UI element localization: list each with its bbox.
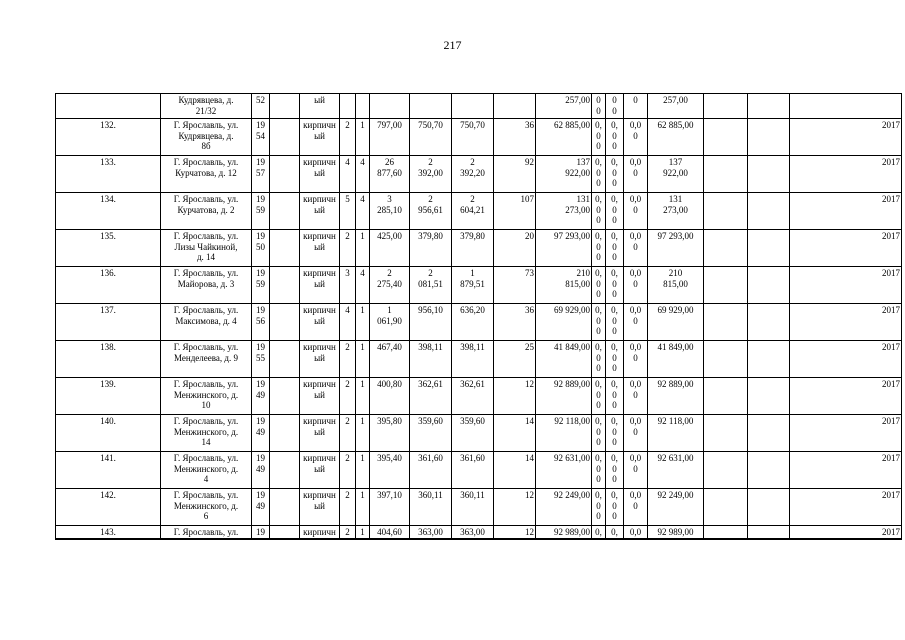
funding-cell: 0,0 0 (624, 267, 648, 304)
empty-cell (270, 489, 300, 526)
private-area-cell: 398,11 (452, 341, 494, 378)
table-row (56, 193, 902, 230)
empty-cell (270, 119, 300, 156)
wall-material-cell: ый (300, 94, 340, 119)
empty-cell (704, 378, 748, 415)
empty-cell (748, 94, 790, 119)
cost-cell: 131 273,00 (536, 193, 592, 230)
own-funds-cell: 210 815,00 (648, 267, 704, 304)
entrances-cell: 1 (356, 230, 370, 267)
funding-cell: 0, 0 0 (606, 193, 624, 230)
total-area-cell (370, 94, 410, 119)
funding-cell: 0,0 0 (624, 489, 648, 526)
cost-cell: 257,00 (536, 94, 592, 119)
completion-year-cell: 2017 (790, 119, 902, 156)
empty-cell (704, 415, 748, 452)
year-built-cell: 19 55 (252, 341, 270, 378)
funding-cell: 0, (592, 526, 606, 539)
floors-cell: 2 (340, 341, 356, 378)
cost-cell: 92 249,00 (536, 489, 592, 526)
residential-area-cell: 359,60 (410, 415, 452, 452)
cost-cell: 137 922,00 (536, 156, 592, 193)
wall-material-cell: кирпичн ый (300, 156, 340, 193)
residential-area-cell: 362,61 (410, 378, 452, 415)
residents-count-cell: 14 (494, 415, 536, 452)
table-row (56, 304, 902, 341)
address-cell: Г. Ярославль, ул. Курчатова, д. 12 (161, 156, 252, 193)
wall-material-cell: кирпичн ый (300, 267, 340, 304)
row-number: 140. (56, 415, 161, 452)
row-number: 136. (56, 267, 161, 304)
total-area-cell: 404,60 (370, 526, 410, 539)
housing-registry-table (55, 93, 902, 540)
page-number: 217 (443, 38, 462, 52)
cost-cell: 92 631,00 (536, 452, 592, 489)
completion-year-cell: 2017 (790, 341, 902, 378)
residents-count-cell: 36 (494, 119, 536, 156)
private-area-cell: 363,00 (452, 526, 494, 539)
row-number: 133. (56, 156, 161, 193)
total-area-cell: 395,40 (370, 452, 410, 489)
floors-cell: 4 (340, 156, 356, 193)
completion-year-cell: 2017 (790, 193, 902, 230)
year-built-cell: 19 56 (252, 304, 270, 341)
empty-cell (704, 230, 748, 267)
total-area-cell: 26 877,60 (370, 156, 410, 193)
funding-cell: 0, 0 0 (592, 193, 606, 230)
floors-cell: 2 (340, 119, 356, 156)
cost-cell: 41 849,00 (536, 341, 592, 378)
empty-cell (748, 452, 790, 489)
entrances-cell: 1 (356, 378, 370, 415)
residents-count-cell: 12 (494, 378, 536, 415)
row-number: 134. (56, 193, 161, 230)
private-area-cell: 636,20 (452, 304, 494, 341)
address-cell: Г. Ярославль, ул. Кудрявцева, д. 8б (161, 119, 252, 156)
funding-cell: 0,0 0 (624, 304, 648, 341)
funding-cell: 0, (606, 526, 624, 539)
residential-area-cell: 2 392,00 (410, 156, 452, 193)
entrances-cell: 4 (356, 156, 370, 193)
entrances-cell: 1 (356, 489, 370, 526)
funding-cell: 0, 0 0 (592, 156, 606, 193)
table-row (56, 526, 902, 539)
wall-material-cell: кирпичн (300, 526, 340, 539)
empty-cell (270, 378, 300, 415)
year-built-cell: 19 49 (252, 452, 270, 489)
floors-cell: 2 (340, 415, 356, 452)
funding-cell: 0,0 0 (624, 452, 648, 489)
funding-cell: 0,0 0 (624, 378, 648, 415)
wall-material-cell: кирпичн ый (300, 489, 340, 526)
row-number: 135. (56, 230, 161, 267)
empty-cell (704, 156, 748, 193)
own-funds-cell: 97 293,00 (648, 230, 704, 267)
address-cell: Кудрявцева, д. 21/32 (161, 94, 252, 119)
empty-cell (704, 119, 748, 156)
empty-cell (270, 230, 300, 267)
entrances-cell: 4 (356, 193, 370, 230)
empty-cell (704, 94, 748, 119)
wall-material-cell: кирпичн ый (300, 452, 340, 489)
empty-cell (748, 304, 790, 341)
address-cell: Г. Ярославль, ул. Менжинского, д. 14 (161, 415, 252, 452)
floors-cell: 3 (340, 267, 356, 304)
completion-year-cell: 2017 (790, 489, 902, 526)
funding-cell: 0,0 0 (624, 119, 648, 156)
empty-cell (704, 489, 748, 526)
funding-cell: 0, 0 0 (592, 489, 606, 526)
own-funds-cell: 41 849,00 (648, 341, 704, 378)
wall-material-cell: кирпичн ый (300, 304, 340, 341)
empty-cell (748, 341, 790, 378)
row-number: 142. (56, 489, 161, 526)
year-built-cell: 19 57 (252, 156, 270, 193)
year-built-cell: 52 (252, 94, 270, 119)
private-area-cell: 361,60 (452, 452, 494, 489)
year-built-cell: 19 49 (252, 415, 270, 452)
own-funds-cell: 137 922,00 (648, 156, 704, 193)
empty-cell (270, 415, 300, 452)
empty-cell (748, 378, 790, 415)
year-built-cell: 19 59 (252, 267, 270, 304)
table-row (56, 378, 902, 415)
empty-cell (704, 526, 748, 539)
wall-material-cell: кирпичн ый (300, 193, 340, 230)
floors-cell: 2 (340, 452, 356, 489)
row-number: 138. (56, 341, 161, 378)
completion-year-cell (790, 94, 902, 119)
empty-cell (270, 452, 300, 489)
funding-cell: 0, 0 0 (606, 452, 624, 489)
table-row (56, 415, 902, 452)
empty-cell (748, 526, 790, 539)
address-cell: Г. Ярославль, ул. Менжинского, д. 6 (161, 489, 252, 526)
entrances-cell: 4 (356, 267, 370, 304)
completion-year-cell: 2017 (790, 230, 902, 267)
total-area-cell: 397,10 (370, 489, 410, 526)
cost-cell: 97 293,00 (536, 230, 592, 267)
total-area-cell: 467,40 (370, 341, 410, 378)
wall-material-cell: кирпичн ый (300, 378, 340, 415)
row-number: 132. (56, 119, 161, 156)
funding-cell: 0, 0 0 (606, 378, 624, 415)
funding-cell: 0,0 0 (624, 230, 648, 267)
funding-cell: 0,0 0 (624, 193, 648, 230)
completion-year-cell: 2017 (790, 267, 902, 304)
cost-cell: 210 815,00 (536, 267, 592, 304)
completion-year-cell: 2017 (790, 378, 902, 415)
floors-cell: 2 (340, 378, 356, 415)
funding-cell: 0,0 0 (624, 341, 648, 378)
residents-count-cell: 36 (494, 304, 536, 341)
own-funds-cell: 92 631,00 (648, 452, 704, 489)
address-cell: Г. Ярославль, ул. (161, 526, 252, 539)
completion-year-cell: 2017 (790, 304, 902, 341)
table-row (56, 489, 902, 526)
residential-area-cell: 750,70 (410, 119, 452, 156)
residential-area-cell: 956,10 (410, 304, 452, 341)
residents-count-cell: 92 (494, 156, 536, 193)
address-cell: Г. Ярославль, ул. Майорова, д. 3 (161, 267, 252, 304)
table-row (56, 452, 902, 489)
total-area-cell: 1 061,90 (370, 304, 410, 341)
wall-material-cell: кирпичн ый (300, 415, 340, 452)
empty-cell (704, 452, 748, 489)
cost-cell: 92 118,00 (536, 415, 592, 452)
table-row (56, 267, 902, 304)
residential-area-cell: 363,00 (410, 526, 452, 539)
wall-material-cell: кирпичн ый (300, 119, 340, 156)
entrances-cell (356, 94, 370, 119)
floors-cell: 2 (340, 489, 356, 526)
empty-cell (704, 267, 748, 304)
total-area-cell: 400,80 (370, 378, 410, 415)
funding-cell: 0, 0 0 (592, 304, 606, 341)
empty-cell (270, 193, 300, 230)
table-row (56, 341, 902, 378)
funding-cell: 0, 0 0 (606, 119, 624, 156)
empty-cell (270, 341, 300, 378)
address-cell: Г. Ярославль, ул. Лизы Чайкиной, д. 14 (161, 230, 252, 267)
cost-cell: 92 989,00 (536, 526, 592, 539)
funding-cell: 0, 0 0 (606, 230, 624, 267)
row-number: 143. (56, 526, 161, 539)
empty-cell (270, 304, 300, 341)
empty-cell (704, 193, 748, 230)
residential-area-cell: 361,60 (410, 452, 452, 489)
row-number: 141. (56, 452, 161, 489)
year-built-cell: 19 (252, 526, 270, 539)
funding-cell: 0,0 0 (624, 156, 648, 193)
empty-cell (704, 304, 748, 341)
private-area-cell: 1 879,51 (452, 267, 494, 304)
funding-cell: 0, 0 0 (592, 341, 606, 378)
address-cell: Г. Ярославль, ул. Менделеева, д. 9 (161, 341, 252, 378)
total-area-cell: 797,00 (370, 119, 410, 156)
funding-cell: 0, 0 0 (606, 267, 624, 304)
funding-cell: 0, 0 0 (592, 452, 606, 489)
funding-cell: 0, 0 0 (592, 267, 606, 304)
funding-cell: 0,0 0 (624, 415, 648, 452)
empty-cell (270, 267, 300, 304)
residential-area-cell: 2 956,61 (410, 193, 452, 230)
funding-cell: 0, 0 0 (606, 415, 624, 452)
empty-cell (270, 156, 300, 193)
entrances-cell: 1 (356, 526, 370, 539)
residential-area-cell: 2 081,51 (410, 267, 452, 304)
private-area-cell (452, 94, 494, 119)
completion-year-cell: 2017 (790, 156, 902, 193)
wall-material-cell: кирпичн ый (300, 341, 340, 378)
completion-year-cell: 2017 (790, 415, 902, 452)
funding-cell: 0, 0 0 (592, 378, 606, 415)
entrances-cell: 1 (356, 304, 370, 341)
own-funds-cell: 69 929,00 (648, 304, 704, 341)
residents-count-cell: 107 (494, 193, 536, 230)
private-area-cell: 750,70 (452, 119, 494, 156)
funding-cell: 0 0 (592, 94, 606, 119)
funding-cell: 0, 0 0 (606, 341, 624, 378)
wall-material-cell: кирпичн ый (300, 230, 340, 267)
private-area-cell: 362,61 (452, 378, 494, 415)
empty-cell (748, 489, 790, 526)
residents-count-cell: 25 (494, 341, 536, 378)
floors-cell (340, 94, 356, 119)
own-funds-cell: 131 273,00 (648, 193, 704, 230)
empty-cell (748, 230, 790, 267)
table-row (56, 119, 902, 156)
own-funds-cell: 92 249,00 (648, 489, 704, 526)
residential-area-cell: 379,80 (410, 230, 452, 267)
address-cell: Г. Ярославль, ул. Максимова, д. 4 (161, 304, 252, 341)
private-area-cell: 379,80 (452, 230, 494, 267)
empty-cell (704, 341, 748, 378)
empty-cell (270, 526, 300, 539)
floors-cell: 4 (340, 304, 356, 341)
funding-cell: 0, 0 0 (606, 156, 624, 193)
own-funds-cell: 92 889,00 (648, 378, 704, 415)
residents-count-cell: 20 (494, 230, 536, 267)
residents-count-cell: 14 (494, 452, 536, 489)
private-area-cell: 360,11 (452, 489, 494, 526)
floors-cell: 5 (340, 193, 356, 230)
residents-count-cell: 12 (494, 489, 536, 526)
total-area-cell: 425,00 (370, 230, 410, 267)
private-area-cell: 359,60 (452, 415, 494, 452)
funding-cell: 0 (624, 94, 648, 119)
row-number: 139. (56, 378, 161, 415)
funding-cell: 0,0 (624, 526, 648, 539)
empty-cell (748, 415, 790, 452)
table-row (56, 156, 902, 193)
completion-year-cell: 2017 (790, 526, 902, 539)
residential-area-cell (410, 94, 452, 119)
address-cell: Г. Ярославль, ул. Менжинского, д. 10 (161, 378, 252, 415)
entrances-cell: 1 (356, 452, 370, 489)
own-funds-cell: 92 989,00 (648, 526, 704, 539)
year-built-cell: 19 49 (252, 378, 270, 415)
year-built-cell: 19 49 (252, 489, 270, 526)
empty-cell (270, 94, 300, 119)
own-funds-cell: 92 118,00 (648, 415, 704, 452)
residents-count-cell: 73 (494, 267, 536, 304)
funding-cell: 0, 0 0 (592, 230, 606, 267)
funding-cell: 0, 0 0 (606, 489, 624, 526)
total-area-cell: 395,80 (370, 415, 410, 452)
private-area-cell: 2 392,20 (452, 156, 494, 193)
funding-cell: 0, 0 0 (606, 304, 624, 341)
entrances-cell: 1 (356, 341, 370, 378)
year-built-cell: 19 59 (252, 193, 270, 230)
funding-cell: 0 0 (606, 94, 624, 119)
cost-cell: 62 885,00 (536, 119, 592, 156)
row-number: 137. (56, 304, 161, 341)
funding-cell: 0, 0 0 (592, 119, 606, 156)
residential-area-cell: 398,11 (410, 341, 452, 378)
entrances-cell: 1 (356, 119, 370, 156)
address-cell: Г. Ярославль, ул. Менжинского, д. 4 (161, 452, 252, 489)
total-area-cell: 3 285,10 (370, 193, 410, 230)
residents-count-cell (494, 94, 536, 119)
empty-cell (748, 156, 790, 193)
entrances-cell: 1 (356, 415, 370, 452)
private-area-cell: 2 604,21 (452, 193, 494, 230)
completion-year-cell: 2017 (790, 452, 902, 489)
floors-cell: 2 (340, 526, 356, 539)
own-funds-cell: 257,00 (648, 94, 704, 119)
empty-cell (748, 193, 790, 230)
year-built-cell: 19 54 (252, 119, 270, 156)
address-cell: Г. Ярославль, ул. Курчатова, д. 2 (161, 193, 252, 230)
empty-cell (748, 119, 790, 156)
year-built-cell: 19 50 (252, 230, 270, 267)
funding-cell: 0, 0 0 (592, 415, 606, 452)
row-number (56, 94, 161, 119)
table-row (56, 230, 902, 267)
table-row (56, 94, 902, 119)
residents-count-cell: 12 (494, 526, 536, 539)
residential-area-cell: 360,11 (410, 489, 452, 526)
own-funds-cell: 62 885,00 (648, 119, 704, 156)
empty-cell (748, 267, 790, 304)
cost-cell: 69 929,00 (536, 304, 592, 341)
total-area-cell: 2 275,40 (370, 267, 410, 304)
cost-cell: 92 889,00 (536, 378, 592, 415)
floors-cell: 2 (340, 230, 356, 267)
